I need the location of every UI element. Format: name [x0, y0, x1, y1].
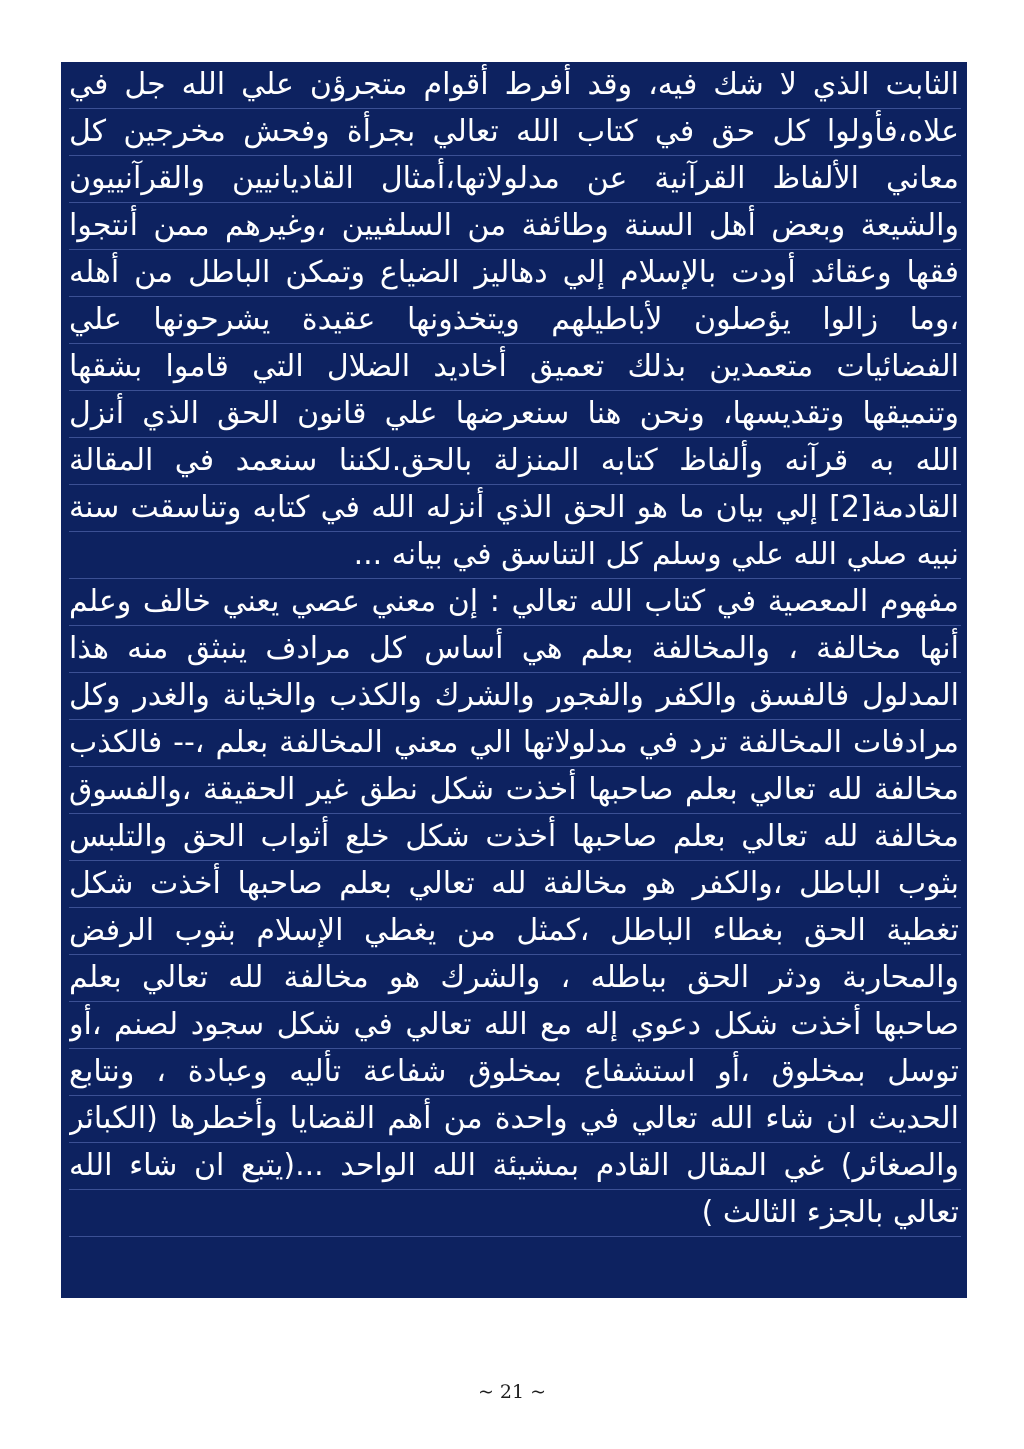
page-number: ~ 21 ~ [477, 1381, 547, 1403]
text-line: نبيه صلي الله علي وسلم كل التناسق في بيانه ... [69, 532, 961, 579]
text-line: مخالفة لله تعالي بعلم صاحبها أخذت شكل نطق غير الحقيقة ،والفسوق [69, 767, 961, 814]
text-line: القادمة[2] إلي بيان ما هو الحق الذي أنزله الله في كتابه وتناسقت سنة [69, 485, 961, 532]
text-line: تعالي بالجزء الثالث ) [69, 1190, 961, 1237]
text-line: توسل بمخلوق ،أو استشفاع بمخلوق شفاعة تأليه وعبادة ، ونتابع [69, 1049, 961, 1096]
text-line: والمحاربة ودثر الحق بباطله ، والشرك هو مخالفة لله تعالي بعلم [69, 955, 961, 1002]
text-line: ،وما زالوا يؤصلون لأباطيلهم ويتخذونها عقيدة يشرحونها علي [69, 297, 961, 344]
text-line: معاني الألفاظ القرآنية عن مدلولاتها،أمثال القاديانيين والقرآنييون [69, 156, 961, 203]
text-line: تغطية الحق بغطاء الباطل ،كمثل من يغطي الإسلام بثوب الرفض [69, 908, 961, 955]
text-line: الحديث ان شاء الله تعالي في واحدة من أهم القضايا وأخطرها (الكبائر [69, 1096, 961, 1143]
text-line: مفهوم المعصية في كتاب الله تعالي : إن معني عصي يعني خالف وعلم [69, 579, 961, 626]
text-line: صاحبها أخذت شكل دعوي إله مع الله تعالي في شكل سجود لصنم ،أو [69, 1002, 961, 1049]
text-line: مخالفة لله تعالي بعلم صاحبها أخذت شكل خلع أثواب الحق والتلبس [69, 814, 961, 861]
text-line: مرادفات المخالفة ترد في مدلولاتها الي معني المخالفة بعلم ،-- فالكذب [69, 720, 961, 767]
text-line: وتنميقها وتقديسها، ونحن هنا سنعرضها علي قانون الحق الذي أنزل [69, 391, 961, 438]
text-line: الفضائيات متعمدين بذلك تعميق أخاديد الضلال التي قاموا بشقها [69, 344, 961, 391]
text-line: والصغائر) غي المقال القادم بمشيئة الله الواحد ...(يتبع ان شاء الله [69, 1143, 961, 1190]
blank-line [69, 1237, 961, 1284]
text-line: بثوب الباطل ،والكفر هو مخالفة لله تعالي بعلم صاحبها أخذت شكل [69, 861, 961, 908]
text-line: والشيعة وبعض أهل السنة وطائفة من السلفيين ،وغيرهم ممن أنتجوا [69, 203, 961, 250]
text-line: المدلول فالفسق والكفر والفجور والشرك والكذب والخيانة والغدر وكل [69, 673, 961, 720]
text-line: الله به قرآنه وألفاظ كتابه المنزلة بالحق.لكننا سنعمد في المقالة [69, 438, 961, 485]
text-line: علاه،فأولوا كل حق في كتاب الله تعالي بجرأة وفحش مخرجين كل [69, 109, 961, 156]
text-line: أنها مخالفة ، والمخالفة بعلم هي أساس كل مرادف ينبثق منه هذا [69, 626, 961, 673]
text-line: فقها وعقائد أودت بالإسلام إلي دهاليز الضياع وتمكن الباطل من أهله [69, 250, 961, 297]
text-line: الثابت الذي لا شك فيه، وقد أفرط أقوام متجرؤن علي الله جل في [69, 62, 961, 109]
article-text-panel [61, 62, 967, 1298]
